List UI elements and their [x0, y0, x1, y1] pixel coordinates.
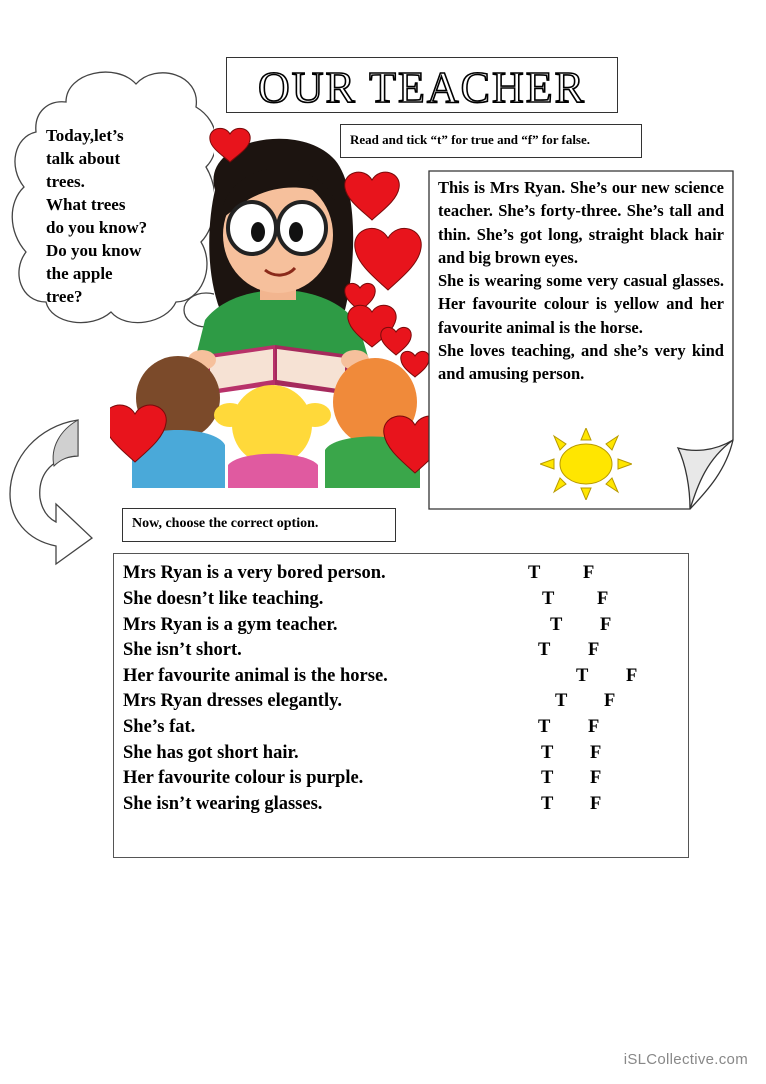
- quiz-statement: Mrs Ryan dresses elegantly.: [123, 691, 342, 711]
- true-option[interactable]: T: [538, 717, 551, 737]
- false-option[interactable]: F: [583, 563, 595, 583]
- quiz-row: [123, 743, 299, 769]
- instruction-true-false: Read and tick “t” for true and “f” for false.: [340, 124, 642, 158]
- quiz-statement: Her favourite animal is the horse.: [123, 666, 388, 686]
- false-option[interactable]: F: [588, 717, 600, 737]
- story-paragraph: She loves teaching, and she’s very kind and amusing person.: [438, 341, 724, 384]
- false-option[interactable]: F: [590, 743, 602, 763]
- quiz-row: [123, 615, 337, 641]
- thought-line: Today,let’s: [46, 126, 124, 145]
- true-option[interactable]: T: [541, 794, 554, 814]
- true-option[interactable]: T: [542, 589, 555, 609]
- false-option[interactable]: F: [604, 691, 616, 711]
- quiz-statement: She isn’t short.: [123, 640, 242, 660]
- true-option[interactable]: T: [538, 640, 551, 660]
- true-option[interactable]: T: [555, 691, 568, 711]
- thought-line: tree?: [46, 287, 83, 306]
- quiz-row: [123, 768, 363, 794]
- quiz-statement: She’s fat.: [123, 717, 196, 737]
- quiz-statement: She has got short hair.: [123, 743, 299, 763]
- quiz-statement: She isn’t wearing glasses.: [123, 794, 323, 814]
- site-watermark: iSLCollective.com: [623, 1051, 748, 1068]
- true-option[interactable]: T: [541, 768, 554, 788]
- quiz-row: [123, 794, 322, 820]
- quiz-row: [123, 666, 388, 692]
- quiz-row: [123, 717, 195, 743]
- story-paragraph: This is Mrs Ryan. She’s our new science teacher. She’s forty-three. She’s tall and thin. She’s got long, straight black hair and big brown eyes.: [438, 178, 724, 267]
- false-option[interactable]: F: [597, 589, 609, 609]
- thought-line: trees.: [46, 172, 85, 191]
- curved-arrow-icon: [8, 418, 100, 566]
- true-option[interactable]: T: [528, 563, 541, 583]
- teacher-illustration: [110, 120, 430, 488]
- thought-line: do you know?: [46, 218, 148, 237]
- quiz-row: [123, 589, 323, 615]
- quiz-statement: Mrs Ryan is a very bored person.: [123, 563, 386, 583]
- thought-line: talk about: [46, 149, 121, 168]
- quiz-statement: Mrs Ryan is a gym teacher.: [123, 615, 338, 635]
- story-text: [438, 176, 724, 386]
- false-option[interactable]: F: [588, 640, 600, 660]
- story-paragraph: She is wearing some very casual glasses. Her favourite colour is yellow and her favourite animal is the horse.: [438, 271, 724, 337]
- title-box: [226, 57, 618, 113]
- quiz-row: [123, 640, 242, 666]
- quiz-row: [123, 691, 342, 717]
- true-option[interactable]: T: [576, 666, 589, 686]
- false-option[interactable]: F: [590, 768, 602, 788]
- true-option[interactable]: T: [550, 615, 563, 635]
- sun-icon: [540, 428, 632, 500]
- quiz-statement: Her favourite colour is purple.: [123, 768, 364, 788]
- thought-line: the apple: [46, 264, 113, 283]
- false-option[interactable]: F: [626, 666, 638, 686]
- quiz-row: [123, 563, 386, 589]
- page-title: OUR TEACHER: [258, 63, 586, 112]
- thought-line: What trees: [46, 195, 126, 214]
- instruction-choose-option: Now, choose the correct option.: [122, 508, 396, 542]
- quiz-statement: She doesn’t like teaching.: [123, 589, 324, 609]
- thought-line: Do you know: [46, 241, 142, 260]
- true-option[interactable]: T: [541, 743, 554, 763]
- false-option[interactable]: F: [600, 615, 612, 635]
- false-option[interactable]: F: [590, 794, 602, 814]
